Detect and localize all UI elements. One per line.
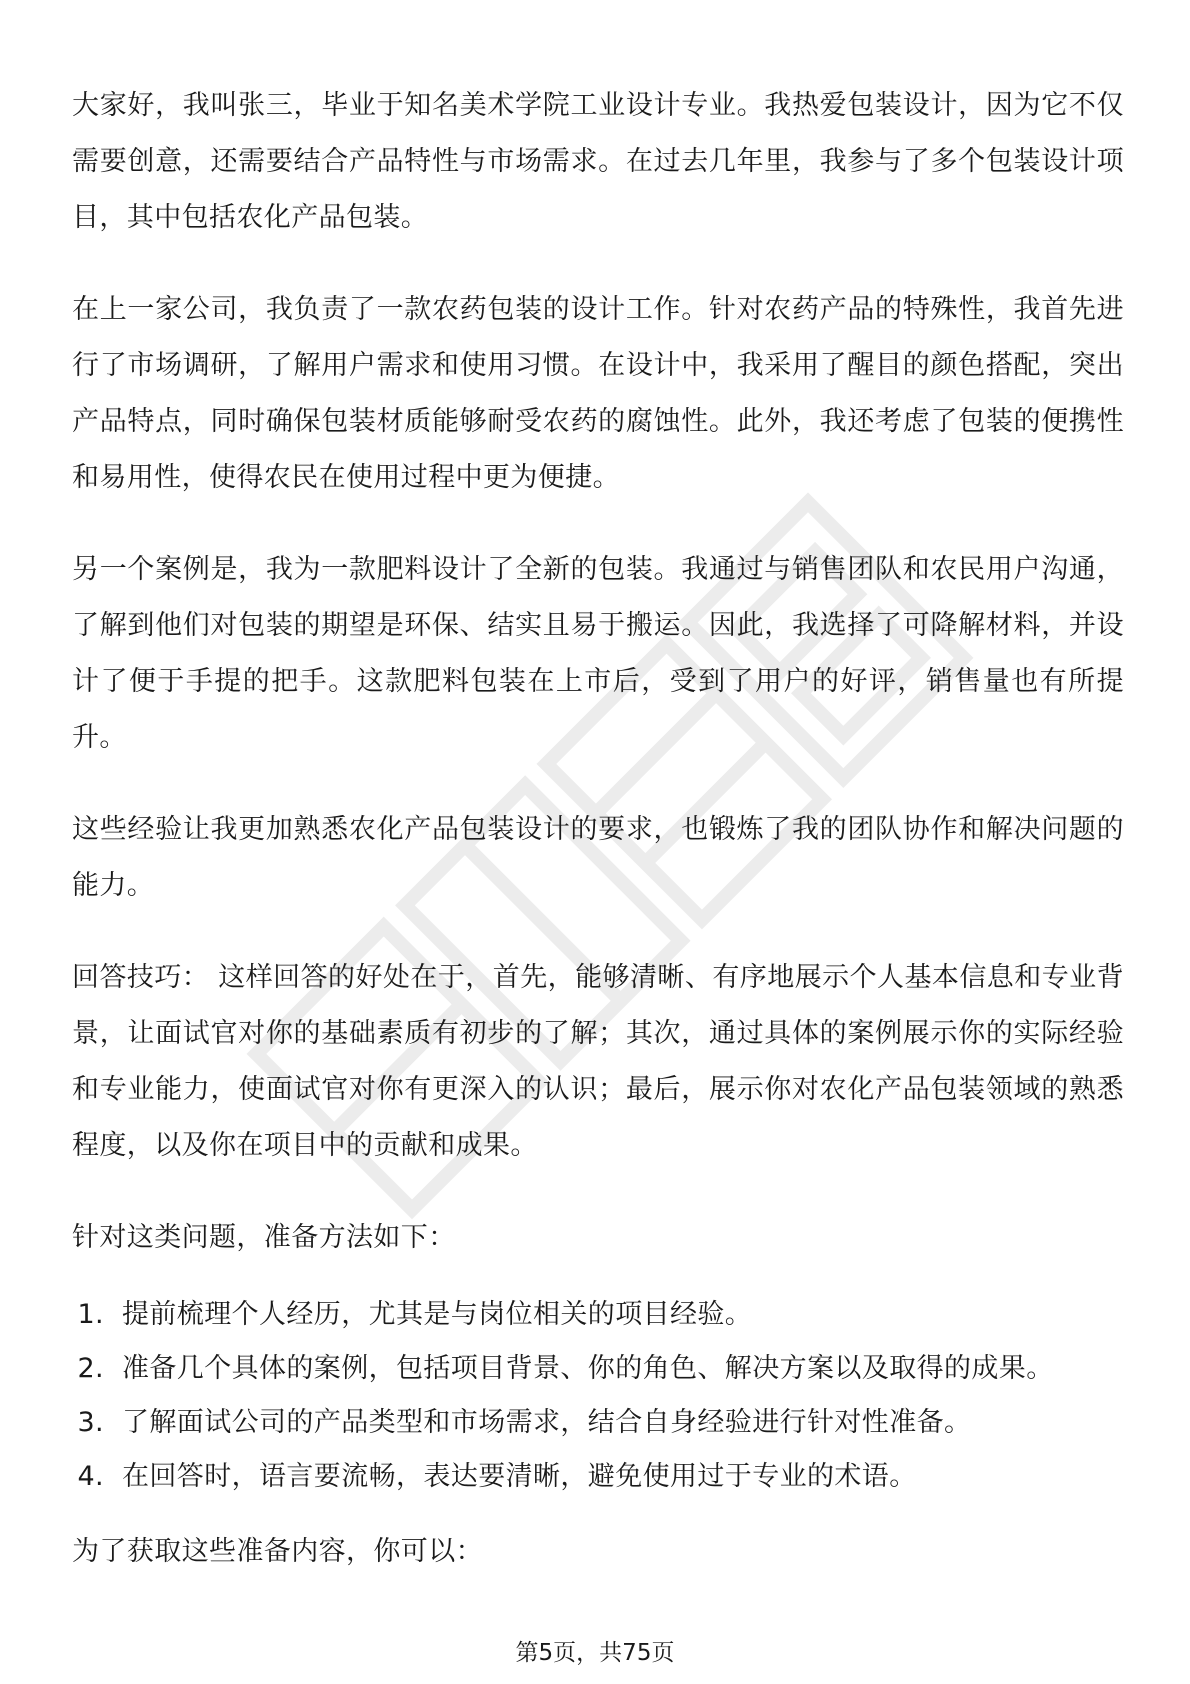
list-item — [72, 1342, 1124, 1396]
list-item-text: 在回答时，语言要流畅，表达要清晰，避免使用过于专业的术语。 — [122, 1461, 917, 1492]
list-item — [72, 1396, 1124, 1450]
experience-summary-paragraph: 这些经验让我更加熟悉农化产品包装设计的要求，也锻炼了我的团队协作和解决问题的能力。 — [72, 814, 1124, 901]
pesticide-case-paragraph: 在上一家公司，我负责了一款农药包装的设计工作。针对农药产品的特殊性，我首先进行了市场调研，了解用户需求和使用习惯。在设计中，我采用了醒目的颜色搭配，突出产品特点，同时确保包装材质能够耐受农药的腐蚀性。此外，我还考虑了包装的便携性和易用性，使得农民在使用过程中更为便捷。 — [72, 294, 1124, 493]
list-item-number: 2. — [77, 1353, 104, 1384]
list-item-number: 1. — [77, 1299, 104, 1330]
list-item-text: 提前梳理个人经历，尤其是与岗位相关的项目经验。 — [122, 1299, 753, 1330]
closing-paragraph: 为了获取这些准备内容，你可以： — [72, 1536, 483, 1567]
preparation-intro-paragraph: 针对这类问题，准备方法如下： — [72, 1222, 456, 1253]
answer-tips-paragraph: 回答技巧： 这样回答的好处在于，首先，能够清晰、有序地展示个人基本信息和专业背景，让面试官对你的基础素质有初步的了解；其次，通过具体的案例展示你的实际经验和专业能力，使面试官对你有更深入的认识；最后，展示你对农化产品包装领域的熟悉程度，以及你在项目中的贡献和成果。 — [72, 962, 1124, 1161]
list-item-number: 3. — [77, 1407, 104, 1438]
intro-paragraph: 大家好，我叫张三，毕业于知名美术学院工业设计专业。我热爱包装设计，因为它不仅需要创意，还需要结合产品特性与市场需求。在过去几年里，我参与了多个包装设计项目，其中包括农化产品包装。 — [72, 90, 1124, 233]
list-item — [72, 1288, 1124, 1342]
preparation-list — [72, 1288, 1124, 1504]
list-item-text: 准备几个具体的案例，包括项目背景、你的角色、解决方案以及取得的成果。 — [122, 1353, 1054, 1384]
fertilizer-case-paragraph: 另一个案例是，我为一款肥料设计了全新的包装。我通过与销售团队和农民用户沟通，了解到他们对包装的期望是环保、结实且易于搬运。因此，我选择了可降解材料，并设计了便于手提的把手。这款肥料包装在上市后，受到了用户的好评，销售量也有所提升。 — [72, 554, 1124, 753]
list-item-number: 4. — [77, 1461, 104, 1492]
document-body — [72, 78, 1124, 1616]
list-item — [72, 1450, 1124, 1504]
page-number-footer: 第5页，共75页 — [515, 1640, 675, 1666]
list-item-text: 了解面试公司的产品类型和市场需求，结合自身经验进行针对性准备。 — [122, 1407, 972, 1438]
